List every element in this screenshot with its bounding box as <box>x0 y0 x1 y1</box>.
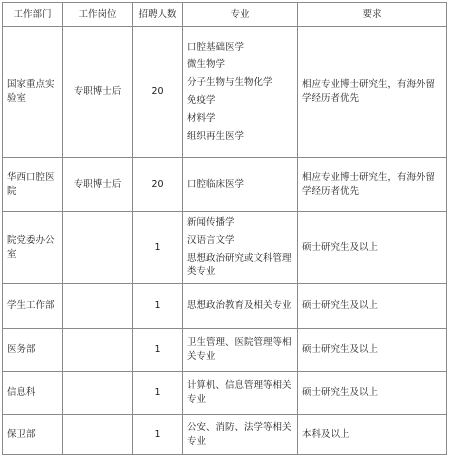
requirement-cell: 硕士研究生及以上 <box>298 329 447 372</box>
major-item: 思想政治教育及相关专业 <box>187 300 292 312</box>
major-item: 材料学 <box>187 112 216 124</box>
major-item: 公安、消防、法学等相关专业 <box>187 421 292 447</box>
department-cell: 信息科 <box>3 372 63 415</box>
major-item: 思想政治研究或文科管理类专业 <box>187 252 292 278</box>
department-cell: 学生工作部 <box>3 284 63 329</box>
department-cell: 院党委办公室 <box>3 212 63 284</box>
department-cell: 医务部 <box>3 329 63 372</box>
header-major: 专业 <box>183 3 298 27</box>
header-requirement: 要求 <box>298 3 447 27</box>
table-row <box>3 284 447 329</box>
header-department: 工作部门 <box>3 3 63 27</box>
major-cell <box>183 284 298 329</box>
major-item: 口腔临床医学 <box>187 178 245 190</box>
requirement-cell: 相应专业博士研究生，有海外留学经历者优先 <box>298 158 447 212</box>
position-cell: 专职博士后 <box>63 158 133 212</box>
table-row <box>3 158 447 212</box>
requirement-cell: 相应专业博士研究生，有海外留学经历者优先 <box>298 27 447 158</box>
table-header-row <box>3 3 447 27</box>
count-cell: 1 <box>133 284 183 329</box>
table-row <box>3 212 447 284</box>
major-item: 免疫学 <box>187 95 216 106</box>
major-item: 组织再生医学 <box>187 130 245 142</box>
department-cell: 国家重点实验室 <box>3 27 63 158</box>
position-cell <box>63 284 133 329</box>
position-cell <box>63 415 133 455</box>
count-cell: 1 <box>133 415 183 455</box>
major-item: 卫生管理、医院管理等相关专业 <box>187 337 292 362</box>
position-cell: 专职博士后 <box>63 27 133 158</box>
major-item: 新闻传播学 <box>187 216 235 228</box>
requirement-cell: 硕士研究生及以上 <box>298 212 447 284</box>
major-cell <box>183 415 298 455</box>
major-item: 口腔基础医学 <box>187 41 245 53</box>
major-item: 微生物学 <box>187 59 226 71</box>
position-cell <box>63 212 133 284</box>
department-cell: 保卫部 <box>3 415 63 455</box>
count-cell: 20 <box>133 158 183 212</box>
major-cell <box>183 27 298 158</box>
table-row <box>3 27 447 158</box>
major-cell <box>183 212 298 284</box>
major-cell <box>183 329 298 372</box>
header-count: 招聘人数 <box>133 3 183 27</box>
position-cell <box>63 329 133 372</box>
header-position: 工作岗位 <box>63 3 133 27</box>
requirement-cell: 硕士研究生及以上 <box>298 284 447 329</box>
table-row <box>3 415 447 455</box>
department-cell: 华西口腔医院 <box>3 158 63 212</box>
count-cell: 20 <box>133 27 183 158</box>
requirement-cell: 本科及以上 <box>298 415 447 455</box>
major-item: 计算机、信息管理等相关专业 <box>187 380 292 405</box>
table-row <box>3 372 447 415</box>
major-cell <box>183 158 298 212</box>
requirement-cell: 硕士研究生及以上 <box>298 372 447 415</box>
table-row <box>3 329 447 372</box>
major-cell <box>183 372 298 415</box>
position-cell <box>63 372 133 415</box>
count-cell: 1 <box>133 329 183 372</box>
count-cell: 1 <box>133 212 183 284</box>
major-item: 分子生物与生物化学 <box>187 77 273 89</box>
major-item: 汉语言文学 <box>187 234 235 246</box>
count-cell: 1 <box>133 372 183 415</box>
recruitment-table <box>2 2 447 455</box>
